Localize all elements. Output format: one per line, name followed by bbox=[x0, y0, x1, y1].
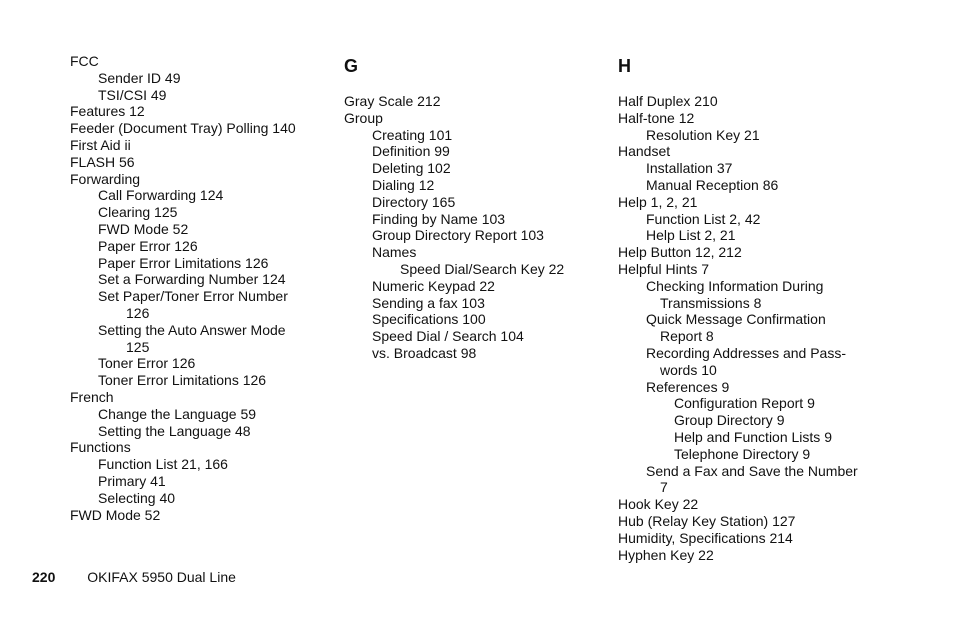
index-entry: Help 1, 2, 21 bbox=[618, 193, 698, 210]
index-subentry: Help List 2, 21 bbox=[646, 227, 736, 244]
index-subentry: Function List 2, 42 bbox=[646, 210, 761, 227]
index-subentry: Paper Error Limitations 126 bbox=[98, 254, 269, 271]
index-entry: Forwarding bbox=[70, 170, 141, 187]
index-subentry: 7 bbox=[660, 479, 668, 496]
index-subentry: Set Paper/Toner Error Number bbox=[98, 288, 288, 305]
index-subentry: Checking Information During bbox=[646, 277, 824, 294]
index-entry: Gray Scale 212 bbox=[344, 93, 441, 109]
index-subentry: Change the Language 59 bbox=[98, 405, 257, 422]
index-subentry: Quick Message Confirmation bbox=[646, 311, 826, 328]
index-subentry: Resolution Key 21 bbox=[646, 126, 760, 143]
index-entry: Half Duplex 210 bbox=[618, 93, 718, 109]
index-entry: First Aid ii bbox=[70, 136, 131, 153]
index-subentry: Group Directory 9 bbox=[674, 412, 785, 429]
index-subentry: Speed Dial/Search Key 22 bbox=[400, 260, 565, 277]
index-entry: Functions bbox=[70, 439, 131, 456]
index-entry: French bbox=[70, 388, 114, 405]
section-letter-h: H bbox=[618, 56, 631, 76]
index-subentry: TSI/CSI 49 bbox=[98, 86, 167, 103]
index-entry: Hook Key 22 bbox=[618, 496, 699, 513]
index-subentry: References 9 bbox=[646, 378, 730, 395]
index-subentry: Toner Error Limitations 126 bbox=[98, 372, 267, 389]
index-subentry: Configuration Report 9 bbox=[674, 395, 815, 412]
index-subentry: Finding by Name 103 bbox=[372, 210, 506, 227]
index-subentry: Set a Forwarding Number 124 bbox=[98, 271, 286, 288]
index-subentry: Call Forwarding 124 bbox=[98, 187, 224, 204]
index-subentry: Speed Dial / Search 104 bbox=[372, 328, 524, 345]
index-entry: Hub (Relay Key Station) 127 bbox=[618, 512, 796, 529]
index-entry: FWD Mode 52 bbox=[70, 506, 161, 523]
index-entry: Features 12 bbox=[70, 103, 145, 120]
index-subentry: 126 bbox=[126, 304, 150, 321]
index-column-h bbox=[618, 53, 858, 563]
index-subentry: Transmissions 8 bbox=[660, 294, 762, 311]
index-subentry: Paper Error 126 bbox=[98, 237, 198, 254]
index-entry: Humidity, Specifications 214 bbox=[618, 529, 793, 546]
index-subentry: Function List 21, 166 bbox=[98, 456, 228, 473]
index-subentry: Specifications 100 bbox=[372, 311, 486, 328]
document-title: OKIFAX 5950 Dual Line bbox=[87, 569, 236, 585]
index-subentry: Deleting 102 bbox=[372, 160, 451, 177]
index-column-g bbox=[344, 53, 564, 362]
page-footer bbox=[32, 568, 236, 586]
index-subentry: Numeric Keypad 22 bbox=[372, 277, 495, 294]
index-entry: Hyphen Key 22 bbox=[618, 546, 714, 563]
index-entry: Handset bbox=[618, 143, 671, 160]
section-letter-g: G bbox=[344, 56, 359, 76]
index-entry: Group bbox=[344, 109, 383, 126]
index-subentry: Setting the Language 48 bbox=[98, 422, 251, 439]
index-subentry: Report 8 bbox=[660, 328, 714, 345]
index-subentry: Send a Fax and Save the Number bbox=[646, 462, 858, 479]
index-subentry: Manual Reception 86 bbox=[646, 176, 779, 193]
index-subentry: words 10 bbox=[660, 361, 717, 378]
index-subentry: Toner Error 126 bbox=[98, 355, 196, 372]
index-subentry: Sending a fax 103 bbox=[372, 294, 485, 311]
index-subentry: Primary 41 bbox=[98, 472, 166, 489]
index-subentry: Creating 101 bbox=[372, 126, 453, 143]
index-entry: Help Button 12, 212 bbox=[618, 244, 742, 261]
index-entry: Half-tone 12 bbox=[618, 109, 695, 126]
index-subentry: Setting the Auto Answer Mode bbox=[98, 321, 286, 338]
index-entry: Helpful Hints 7 bbox=[618, 260, 710, 277]
index-subentry: vs. Broadcast 98 bbox=[372, 344, 477, 361]
index-subentry: Names bbox=[372, 244, 417, 261]
index-subentry: Dialing 12 bbox=[372, 176, 435, 193]
index-subentry: 125 bbox=[126, 338, 150, 355]
index-entry: Feeder (Document Tray) Polling 140 bbox=[70, 120, 296, 137]
index-entry: FLASH 56 bbox=[70, 153, 135, 170]
index-subentry: Sender ID 49 bbox=[98, 69, 181, 86]
page-number: 220 bbox=[32, 569, 56, 585]
index-subentry: Directory 165 bbox=[372, 193, 456, 210]
index-subentry: Installation 37 bbox=[646, 160, 733, 177]
index-subentry: Recording Addresses and Pass- bbox=[646, 344, 846, 361]
index-subentry: Telephone Directory 9 bbox=[674, 445, 811, 462]
index-subentry: Clearing 125 bbox=[98, 204, 178, 221]
index-entry: FCC bbox=[70, 53, 99, 69]
index-subentry: Help and Function Lists 9 bbox=[674, 428, 832, 445]
index-subentry: FWD Mode 52 bbox=[98, 220, 189, 237]
index-column-f bbox=[70, 53, 296, 523]
index-subentry: Group Directory Report 103 bbox=[372, 227, 544, 244]
index-subentry: Selecting 40 bbox=[98, 489, 176, 506]
index-subentry: Definition 99 bbox=[372, 143, 450, 160]
